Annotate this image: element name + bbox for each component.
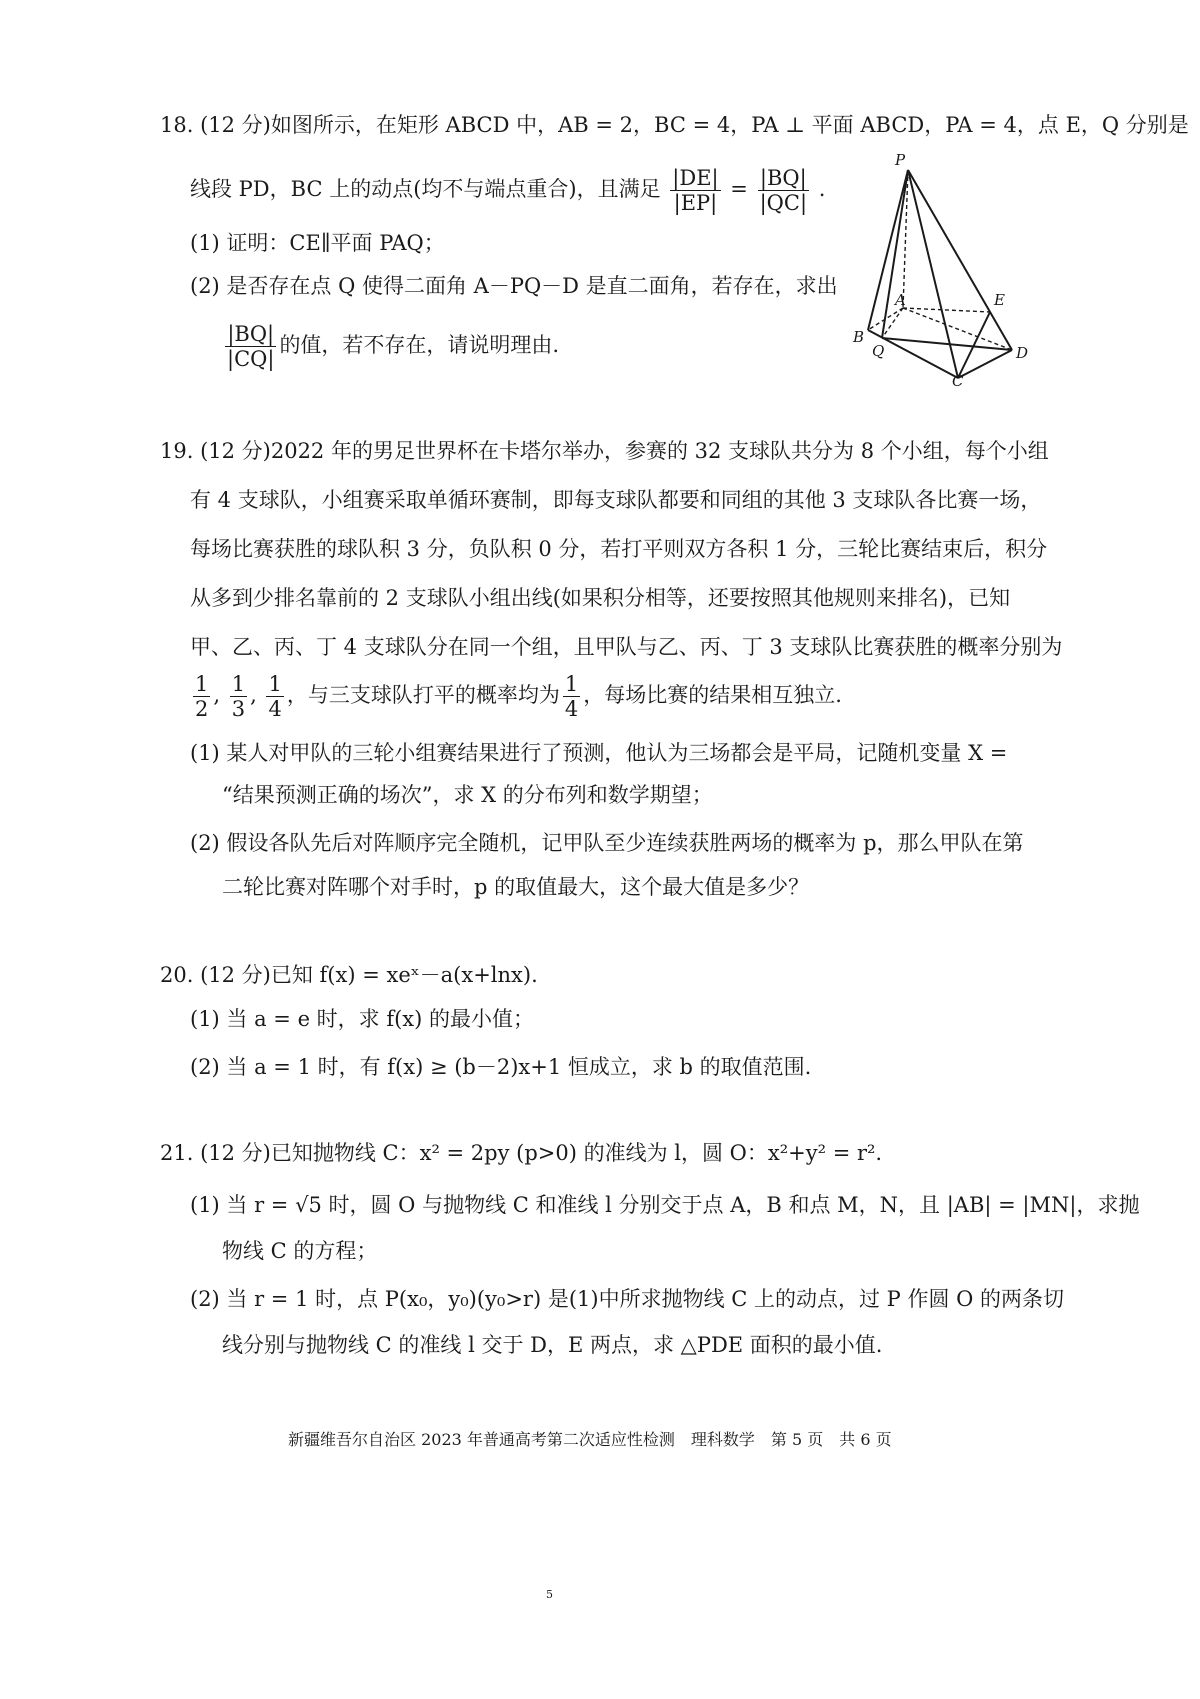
q18-part-2: (2) 是否存在点 Q 使得二面角 A－PQ－D 是直二面角，若存在，求出	[190, 274, 838, 298]
q18-part-1: (1) 证明：CE∥平面 PAQ；	[190, 231, 445, 255]
q19-fraction-draw: $\frac{1}{4}$	[564, 672, 579, 722]
q18-fraction-bq-qc: $\frac{|BQ|}{|QC|}$	[759, 166, 808, 216]
label-q: Q	[872, 342, 885, 360]
q20-part-2: (2) 当 a = 1 时，有 f(x) ≥ (b－2)x+1 恒成立，求 b 的取值范围.	[190, 1055, 812, 1079]
label-c: C	[952, 372, 964, 390]
q18-fraction-bq-cq: $\frac{|BQ|}{|CQ|}$	[227, 322, 275, 372]
q19-fraction-1-2: $\frac{1}{2}$	[195, 672, 209, 722]
label-e: E	[994, 291, 1005, 309]
q21-line-1: 21. (12 分)已知抛物线 C：x² = 2py (p>0) 的准线为 l，圆 O：x²+y² = r².	[160, 1141, 883, 1165]
q19-line-5: 甲、乙、丙、丁 4 支球队分在同一个组，且甲队与乙、丙、丁 3 支球队比赛获胜的概率分别为	[190, 635, 1063, 659]
label-p: P	[895, 151, 906, 169]
q21-part-2-line-2: 线分别与抛物线 C 的准线 l 交于 D，E 两点，求 △PDE 面积的最小值.	[222, 1333, 883, 1357]
q18-part-2-cont	[222, 322, 559, 371]
q19-line-6-middle: ，与三支球队打平的概率均为	[286, 683, 560, 708]
q18-line-1: 18. (12 分)如图所示，在矩形 ABCD 中，AB = 2，BC = 4，PA ⊥ 平面 ABCD，PA = 4，点 E，Q 分别是	[160, 113, 1189, 137]
edge-cd	[958, 350, 1012, 378]
q18-equals: =	[730, 177, 748, 202]
q18-period: .	[818, 177, 826, 202]
q18-line-2-text: 线段 PD，BC 上的动点(均不与端点重合)，且满足	[190, 177, 661, 202]
page-footer: 新疆维吾尔自治区 2023 年普通高考第二次适应性检测 理科数学 第 5 页 共 6 页	[288, 1430, 892, 1449]
q19-part-2-line-2: 二轮比赛对阵哪个对手时，p 的取值最大，这个最大值是多少？	[222, 875, 810, 899]
q18-fraction-de-ep: $\frac{|DE|}{|EP|}$	[672, 166, 719, 216]
q20-line-1: 20. (12 分)已知 f(x) = xeˣ－a(x+lnx).	[160, 963, 538, 987]
label-b: B	[853, 328, 865, 346]
q21-part-1-line-1: (1) 当 r = √5 时，圆 O 与抛物线 C 和准线 l 分别交于点 A，B 和点 M，N，且 |AB| = |MN|，求抛	[190, 1193, 1140, 1217]
q19-line-1: 19. (12 分)2022 年的男足世界杯在卡塔尔举办，参赛的 32 支球队共分为 8 个小组，每个小组	[160, 439, 1049, 463]
q18-pyramid-figure	[850, 150, 1080, 390]
q19-line-6: $\frac{1}{2}$ , $\frac{1}{3}$ , $\frac{1}{4}$ ，与三支球队打平的概率均为 $\frac{1}{4}$ ，每场比赛的结果相互独立.	[195, 672, 842, 722]
edge-ad	[903, 308, 1012, 350]
q20-part-1: (1) 当 a = e 时，求 f(x) 的最小值；	[190, 1007, 535, 1031]
q19-part-1-line-2: “结果预测正确的场次”，求 X 的分布列和数学期望；	[222, 783, 713, 807]
label-a: A	[895, 291, 906, 309]
q19-part-2-line-1: (2) 假设各队先后对阵顺序完全随机，记甲队至少连续获胜两场的概率为 p，那么甲队在第	[190, 831, 1024, 855]
q19-line-3: 每场比赛获胜的球队积 3 分，负队积 0 分，若打平则双方各积 1 分，三轮比赛结束后，积分	[190, 537, 1048, 561]
edge-pc	[908, 170, 958, 378]
q18-line-2	[190, 166, 825, 215]
q19-fraction-1-3: $\frac{1}{3}$	[231, 672, 246, 722]
q18-part-2-tail: 的值，若不存在，请说明理由.	[279, 333, 560, 358]
q21-part-1-line-2: 物线 C 的方程；	[222, 1239, 378, 1263]
q19-line-4: 从多到少排名靠前的 2 支球队小组出线(如果积分相等，还要按照其他规则来排名)，已知	[190, 586, 1011, 610]
label-d: D	[1016, 344, 1029, 362]
edge-pd	[908, 170, 1012, 350]
q19-fraction-1-4: $\frac{1}{4}$	[268, 672, 282, 722]
q19-line-2: 有 4 支球队，小组赛采取单循环赛制，即每支球队都要和同组的其他 3 支球队各比赛一场，	[190, 488, 1042, 512]
edge-ae	[903, 308, 990, 312]
q21-part-2-line-1: (2) 当 r = 1 时，点 P(x₀，y₀)(y₀>r) 是(1)中所求抛物线 C 上的动点，过 P 作圆 O 的两条切	[190, 1287, 1065, 1311]
q19-line-6-end: ，每场比赛的结果相互独立.	[583, 683, 842, 708]
q19-part-1-line-1: (1) 某人对甲队的三轮小组赛结果进行了预测，他认为三场都会是平局，记随机变量 X =	[190, 741, 1008, 765]
page-number: 5	[546, 1588, 553, 1601]
